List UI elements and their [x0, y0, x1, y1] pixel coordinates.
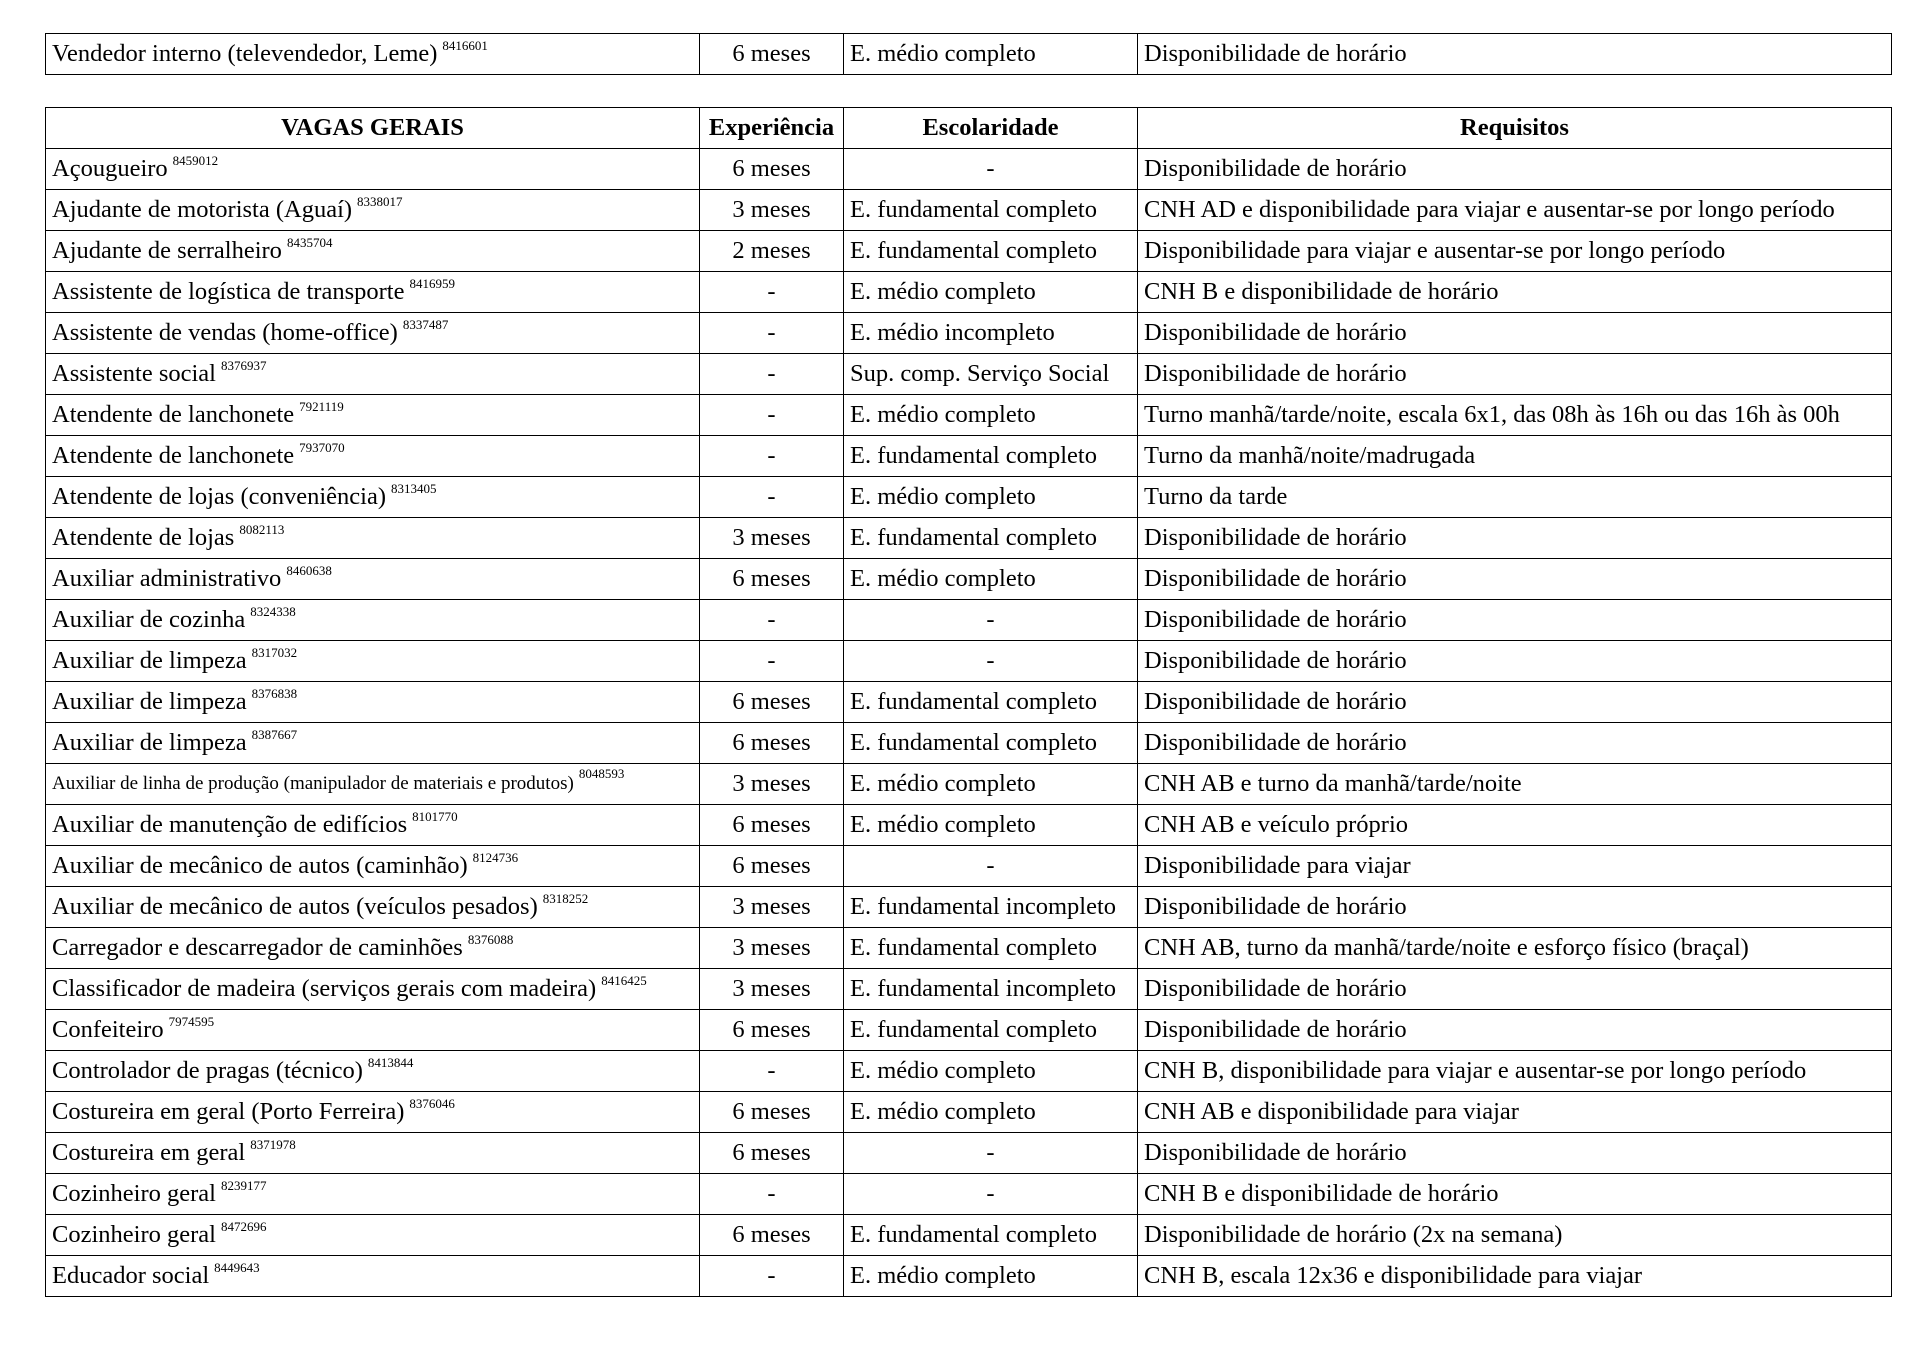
job-title-cell — [46, 1174, 700, 1215]
job-code: 7937070 — [299, 440, 345, 455]
job-code: 8460638 — [286, 563, 332, 578]
job-title: Vendedor interno (televendedor, Leme) — [52, 40, 438, 67]
top-job-table — [45, 33, 1892, 75]
table-row — [46, 1174, 1892, 1215]
job-title: Assistente de vendas (home-office) — [52, 319, 398, 346]
experience-cell: - — [700, 1256, 844, 1297]
experience-cell: - — [700, 1051, 844, 1092]
table-row — [46, 395, 1892, 436]
requirements-cell: Turno da manhã/noite/madrugada — [1138, 436, 1892, 477]
experience-cell: 6 meses — [700, 1215, 844, 1256]
table-row — [46, 682, 1892, 723]
job-title: Classificador de madeira (serviços gerais com madeira) — [52, 975, 597, 1002]
table-row — [46, 641, 1892, 682]
requirements-cell: CNH B, disponibilidade para viajar e ausentar-se por longo período — [1138, 1051, 1892, 1092]
education-cell: E. fundamental completo — [844, 723, 1138, 764]
job-title-cell — [46, 231, 700, 272]
job-title: Auxiliar de mecânico de autos (veículos pesados) — [52, 893, 538, 920]
education-cell: - — [844, 846, 1138, 887]
table-row — [46, 272, 1892, 313]
job-title: Assistente social — [52, 360, 216, 387]
requirements-cell: CNH AB e turno da manhã/tarde/noite — [1138, 764, 1892, 805]
table-row — [46, 723, 1892, 764]
education-cell: E. médio completo — [844, 1092, 1138, 1133]
job-title: Controlador de pragas (técnico) — [52, 1057, 363, 1084]
requirements-cell: CNH AD e disponibilidade para viajar e ausentar-se por longo período — [1138, 190, 1892, 231]
experience-cell: - — [700, 477, 844, 518]
education-cell: E. médio completo — [844, 272, 1138, 313]
requirements-cell: Disponibilidade de horário — [1138, 682, 1892, 723]
job-title-cell — [46, 149, 700, 190]
job-title: Auxiliar de limpeza — [52, 688, 247, 715]
job-title: Açougueiro — [52, 155, 168, 182]
experience-cell: - — [700, 272, 844, 313]
job-title: Atendente de lojas (conveniência) — [52, 483, 387, 510]
table-header-row — [46, 108, 1892, 149]
requirements-cell: Disponibilidade para viajar — [1138, 846, 1892, 887]
table-row — [46, 1256, 1892, 1297]
job-code: 8376088 — [467, 932, 514, 947]
table-row — [46, 518, 1892, 559]
job-title-cell — [46, 1051, 700, 1092]
table-row — [46, 436, 1892, 477]
education-cell: E. médio completo — [844, 805, 1138, 846]
requirements-cell: CNH AB e disponibilidade para viajar — [1138, 1092, 1892, 1133]
job-title-cell — [46, 969, 700, 1010]
table-row — [46, 1051, 1892, 1092]
requirements-cell: CNH AB, turno da manhã/tarde/noite e esforço físico (braçal) — [1138, 928, 1892, 969]
table-row — [46, 149, 1892, 190]
job-title-cell — [46, 34, 700, 75]
requirements-cell: Turno manhã/tarde/noite, escala 6x1, das 08h às 16h ou das 16h às 00h — [1138, 395, 1892, 436]
experience-cell: 6 meses — [700, 846, 844, 887]
table-row — [46, 887, 1892, 928]
experience-cell: 6 meses — [700, 1010, 844, 1051]
job-title-cell — [46, 1092, 700, 1133]
requirements-cell: Disponibilidade de horário — [1138, 559, 1892, 600]
requirements-cell: Disponibilidade de horário (2x na semana) — [1138, 1215, 1892, 1256]
requirements-cell: Disponibilidade de horário — [1138, 600, 1892, 641]
job-code: 8472696 — [220, 1219, 267, 1234]
table-row — [46, 1092, 1892, 1133]
job-title: Cozinheiro geral — [52, 1221, 216, 1248]
education-cell: E. fundamental completo — [844, 518, 1138, 559]
job-code: 7974595 — [168, 1014, 215, 1029]
education-cell: E. fundamental incompleto — [844, 887, 1138, 928]
header-requisitos: Requisitos — [1138, 108, 1892, 149]
education-cell: - — [844, 1133, 1138, 1174]
job-code: 8239177 — [220, 1178, 267, 1193]
job-title: Atendente de lojas — [52, 524, 235, 551]
requirements-cell: Disponibilidade de horário — [1138, 313, 1892, 354]
job-title-cell — [46, 272, 700, 313]
job-title: Ajudante de motorista (Aguaí) — [52, 196, 353, 223]
job-title: Auxiliar de manutenção de edifícios — [52, 811, 408, 838]
education-cell: Sup. comp. Serviço Social — [844, 354, 1138, 395]
table-row — [46, 1215, 1892, 1256]
job-title: Auxiliar administrativo — [52, 565, 282, 592]
job-title: Atendente de lanchonete — [52, 401, 295, 428]
job-title: Costureira em geral — [52, 1139, 246, 1166]
table-row — [46, 764, 1892, 805]
job-title-cell — [46, 1215, 700, 1256]
experience-cell: 3 meses — [700, 764, 844, 805]
job-title-cell — [46, 1133, 700, 1174]
job-title: Confeiteiro — [52, 1016, 164, 1043]
job-title: Cozinheiro geral — [52, 1180, 216, 1207]
job-code: 8449643 — [214, 1260, 260, 1275]
job-title-cell — [46, 846, 700, 887]
education-cell: E. médio completo — [844, 764, 1138, 805]
experience-cell: 3 meses — [700, 969, 844, 1010]
requirements-cell: Disponibilidade para viajar e ausentar-se por longo período — [1138, 231, 1892, 272]
header-vagas-gerais: VAGAS GERAIS — [46, 108, 700, 149]
table-row — [46, 190, 1892, 231]
requirements-cell: Disponibilidade de horário — [1138, 1133, 1892, 1174]
experience-cell: 6 meses — [700, 805, 844, 846]
education-cell: E. médio completo — [844, 1256, 1138, 1297]
job-code: 8318252 — [542, 891, 589, 906]
table-row — [46, 34, 1892, 75]
education-cell: E. fundamental completo — [844, 231, 1138, 272]
experience-cell: 6 meses — [700, 682, 844, 723]
job-title-cell — [46, 928, 700, 969]
requirements-cell: CNH B, escala 12x36 e disponibilidade para viajar — [1138, 1256, 1892, 1297]
education-cell: E. fundamental completo — [844, 1010, 1138, 1051]
requirements-cell: Disponibilidade de horário — [1138, 1010, 1892, 1051]
job-title: Ajudante de serralheiro — [52, 237, 282, 264]
job-title-cell — [46, 764, 700, 805]
requirements-cell: Disponibilidade de horário — [1138, 34, 1892, 75]
table-row — [46, 846, 1892, 887]
table-row — [46, 477, 1892, 518]
requirements-cell: Disponibilidade de horário — [1138, 641, 1892, 682]
job-title-cell — [46, 190, 700, 231]
education-cell: - — [844, 1174, 1138, 1215]
experience-cell: - — [700, 600, 844, 641]
education-cell: - — [844, 600, 1138, 641]
experience-cell: - — [700, 354, 844, 395]
experience-cell: 6 meses — [700, 1133, 844, 1174]
job-title-cell — [46, 354, 700, 395]
experience-cell: - — [700, 641, 844, 682]
general-jobs-table — [45, 107, 1892, 1297]
job-code: 8435704 — [286, 235, 333, 250]
job-title: Auxiliar de linha de produção (manipulador de materiais e produtos) — [52, 773, 574, 794]
requirements-cell: Disponibilidade de horário — [1138, 723, 1892, 764]
education-cell: E. médio completo — [844, 477, 1138, 518]
job-title-cell — [46, 641, 700, 682]
job-code: 7921119 — [299, 399, 344, 414]
job-title-cell — [46, 518, 700, 559]
experience-cell: 6 meses — [700, 723, 844, 764]
experience-cell: - — [700, 395, 844, 436]
education-cell: E. fundamental completo — [844, 1215, 1138, 1256]
table-row — [46, 354, 1892, 395]
requirements-cell: Turno da tarde — [1138, 477, 1892, 518]
experience-cell: - — [700, 1174, 844, 1215]
job-code: 8048593 — [578, 766, 625, 781]
job-title: Auxiliar de limpeza — [52, 729, 247, 756]
experience-cell: 2 meses — [700, 231, 844, 272]
requirements-cell: CNH AB e veículo próprio — [1138, 805, 1892, 846]
table-row — [46, 1010, 1892, 1051]
jobs-table-body — [46, 149, 1892, 1297]
job-code: 8387667 — [251, 727, 298, 742]
job-code: 8101770 — [412, 809, 458, 824]
job-code: 8413844 — [367, 1055, 414, 1070]
education-cell: E. médio completo — [844, 34, 1138, 75]
experience-cell: 3 meses — [700, 928, 844, 969]
job-code: 8376838 — [251, 686, 298, 701]
education-cell: E. fundamental completo — [844, 190, 1138, 231]
job-code: 8338017 — [357, 194, 403, 209]
experience-cell: 6 meses — [700, 1092, 844, 1133]
education-cell: E. médio incompleto — [844, 313, 1138, 354]
requirements-cell: Disponibilidade de horário — [1138, 887, 1892, 928]
job-code: 8376046 — [409, 1096, 455, 1111]
education-cell: E. médio completo — [844, 1051, 1138, 1092]
experience-cell: 6 meses — [700, 34, 844, 75]
experience-cell: - — [700, 313, 844, 354]
job-title: Educador social — [52, 1262, 210, 1289]
experience-cell: 3 meses — [700, 887, 844, 928]
education-cell: E. fundamental completo — [844, 682, 1138, 723]
job-title-cell — [46, 1010, 700, 1051]
table-row — [46, 559, 1892, 600]
requirements-cell: Disponibilidade de horário — [1138, 969, 1892, 1010]
job-code: 8317032 — [251, 645, 298, 660]
table-row — [46, 969, 1892, 1010]
job-title-cell — [46, 395, 700, 436]
job-title: Atendente de lanchonete — [52, 442, 295, 469]
requirements-cell: Disponibilidade de horário — [1138, 354, 1892, 395]
table-row — [46, 600, 1892, 641]
job-title: Auxiliar de cozinha — [52, 606, 246, 633]
job-code: 8371978 — [250, 1137, 296, 1152]
experience-cell: 3 meses — [700, 518, 844, 559]
job-title-cell — [46, 313, 700, 354]
education-cell: E. médio completo — [844, 559, 1138, 600]
requirements-cell: Disponibilidade de horário — [1138, 518, 1892, 559]
job-code: 8313405 — [391, 481, 437, 496]
header-escolaridade: Escolaridade — [844, 108, 1138, 149]
experience-cell: 3 meses — [700, 190, 844, 231]
table-row — [46, 231, 1892, 272]
education-cell: E. fundamental incompleto — [844, 969, 1138, 1010]
job-code: 8376937 — [221, 358, 267, 373]
requirements-cell: CNH B e disponibilidade de horário — [1138, 272, 1892, 313]
job-title-cell — [46, 436, 700, 477]
job-code: 8324338 — [250, 604, 296, 619]
table-row — [46, 805, 1892, 846]
education-cell: - — [844, 641, 1138, 682]
job-code: 8416959 — [409, 276, 455, 291]
job-code: 8416601 — [442, 38, 488, 53]
job-code: 8124736 — [472, 850, 519, 865]
education-cell: E. fundamental completo — [844, 436, 1138, 477]
job-title: Assistente de logística de transporte — [52, 278, 405, 305]
table-row — [46, 313, 1892, 354]
job-code: 8416425 — [601, 973, 647, 988]
table-row — [46, 928, 1892, 969]
experience-cell: 6 meses — [700, 149, 844, 190]
education-cell: - — [844, 149, 1138, 190]
requirements-cell: CNH B e disponibilidade de horário — [1138, 1174, 1892, 1215]
job-code: 8459012 — [172, 153, 219, 168]
requirements-cell: Disponibilidade de horário — [1138, 149, 1892, 190]
job-title-cell — [46, 477, 700, 518]
job-title: Costureira em geral (Porto Ferreira) — [52, 1098, 405, 1125]
job-title-cell — [46, 559, 700, 600]
header-experiencia: Experiência — [700, 108, 844, 149]
job-title-cell — [46, 805, 700, 846]
education-cell: E. médio completo — [844, 395, 1138, 436]
experience-cell: - — [700, 436, 844, 477]
job-title: Carregador e descarregador de caminhões — [52, 934, 463, 961]
job-title-cell — [46, 1256, 700, 1297]
job-code: 8082113 — [239, 522, 285, 537]
job-title: Auxiliar de limpeza — [52, 647, 247, 674]
table-row — [46, 1133, 1892, 1174]
job-title-cell — [46, 682, 700, 723]
job-code: 8337487 — [402, 317, 449, 332]
job-title-cell — [46, 887, 700, 928]
experience-cell: 6 meses — [700, 559, 844, 600]
job-title-cell — [46, 723, 700, 764]
education-cell: E. fundamental completo — [844, 928, 1138, 969]
job-title: Auxiliar de mecânico de autos (caminhão) — [52, 852, 468, 879]
job-title-cell — [46, 600, 700, 641]
